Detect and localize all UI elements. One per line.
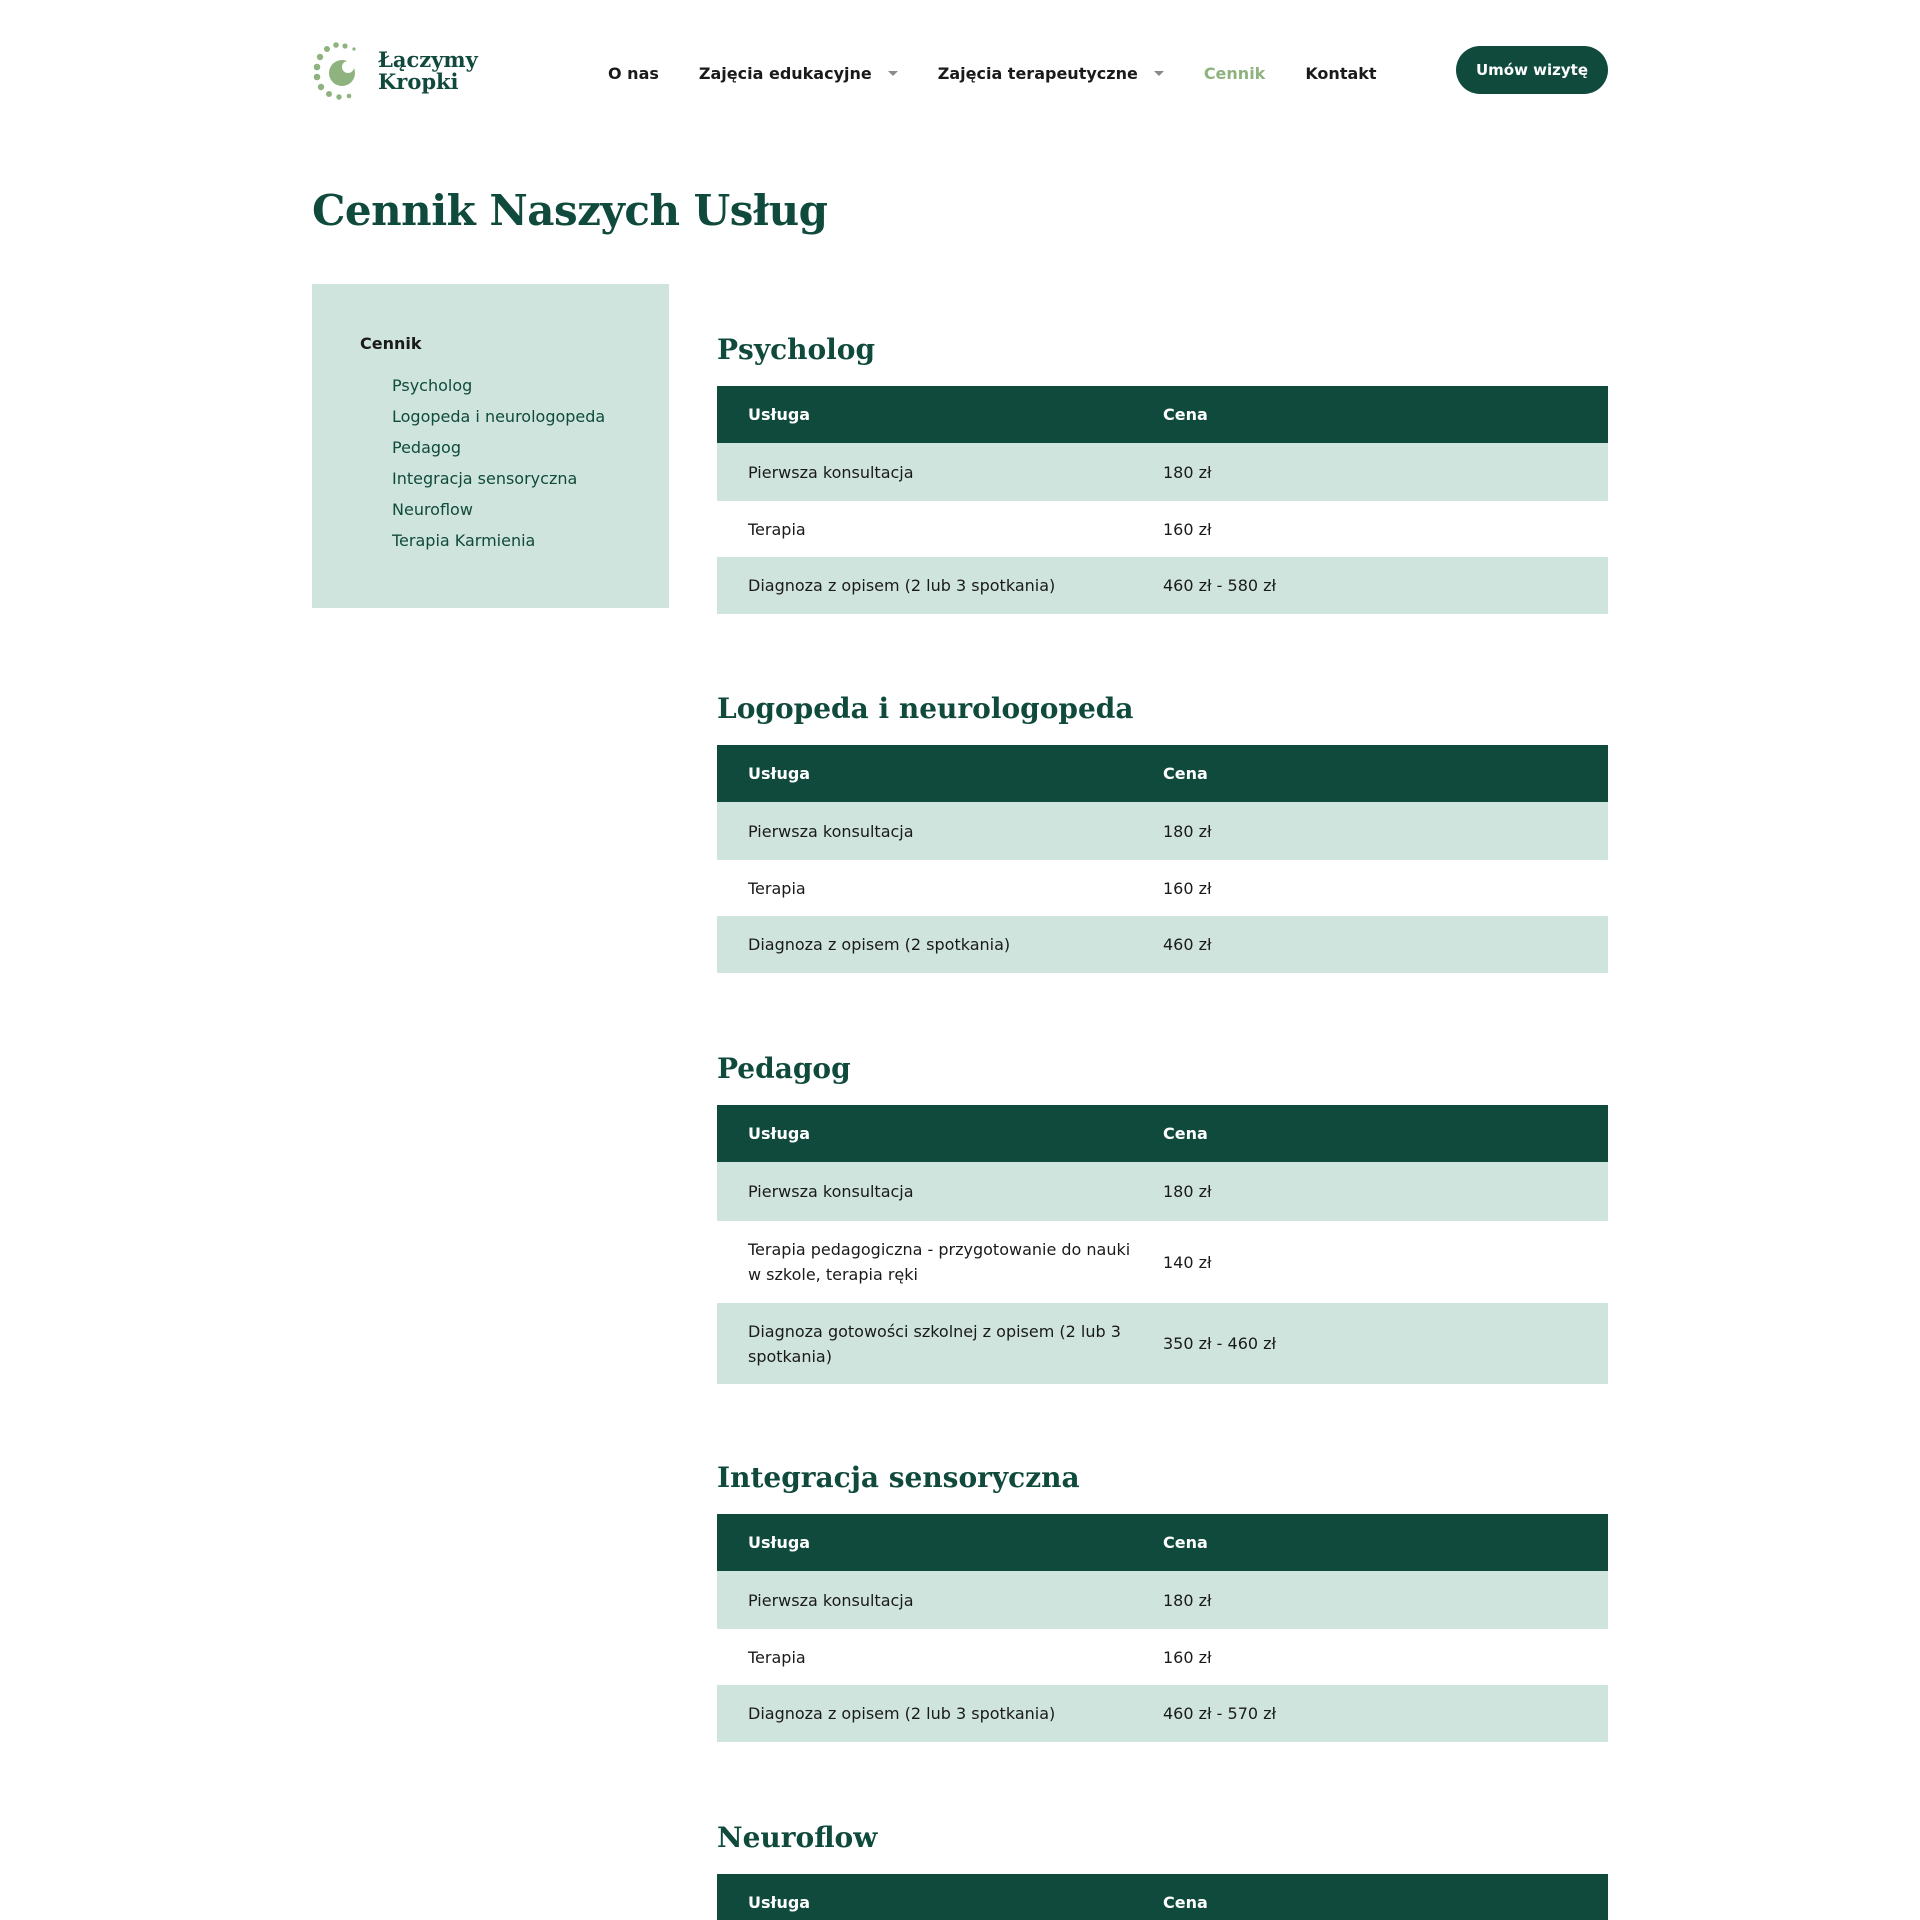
header-price: Cena <box>1163 1124 1208 1143</box>
sidebar-item-neuroflow[interactable]: Neuroflow <box>392 500 473 519</box>
table-row <box>717 1571 1608 1629</box>
nav-label: O nas <box>608 63 659 83</box>
sidebar-price-index <box>312 284 669 608</box>
service-cell: Terapia <box>748 1647 806 1667</box>
table-row <box>717 1303 1608 1384</box>
price-cell: 350 zł - 460 zł <box>1163 1334 1277 1353</box>
sidebar-item-pedagog[interactable]: Pedagog <box>392 438 461 457</box>
logo-line-1: Łączymy <box>378 47 478 72</box>
header-price: Cena <box>1163 764 1208 783</box>
table-row <box>717 802 1608 860</box>
table-header <box>717 1105 1608 1162</box>
logo-line-2: Kropki <box>378 69 459 94</box>
sidebar-item-psycholog[interactable]: Psycholog <box>392 376 473 395</box>
price-table <box>717 1514 1608 1742</box>
table-row <box>717 916 1608 973</box>
section-title: Integracja sensoryczna <box>717 1461 1080 1494</box>
nav-label: Zajęcia edukacyjne <box>698 63 872 83</box>
section-neuroflow <box>717 1818 1608 1912</box>
section-logopeda <box>717 689 1608 954</box>
price-cell: 180 zł <box>1163 821 1212 841</box>
table-row <box>717 1629 1608 1685</box>
service-cell: Pierwsza konsultacja <box>748 1590 914 1610</box>
service-cell: Terapia <box>748 878 806 898</box>
table-row <box>717 860 1608 916</box>
page-title: Cennik Naszych Usług <box>312 186 828 235</box>
header-price: Cena <box>1163 1893 1208 1912</box>
nav-item-cennik[interactable] <box>1204 64 1266 83</box>
header-price: Cena <box>1163 405 1208 424</box>
table-header <box>717 1514 1608 1571</box>
section-pedagog <box>717 1049 1608 1366</box>
price-table <box>717 745 1608 973</box>
section-title: Logopeda i neurologopeda <box>717 692 1134 725</box>
logo-dots-icon <box>312 40 368 102</box>
table-row <box>717 1162 1608 1221</box>
sidebar-item-terapia-karmienia[interactable]: Terapia Karmienia <box>392 531 536 550</box>
price-cell: 160 zł <box>1163 519 1212 539</box>
price-cell: 460 zł - 580 zł <box>1163 576 1277 595</box>
price-table <box>717 1874 1608 1920</box>
sidebar-item-integracja-sensoryczna[interactable]: Integracja sensoryczna <box>392 469 578 488</box>
site-header <box>312 38 1608 104</box>
header-service: Usługa <box>748 764 811 783</box>
price-cell: 460 zł <box>1163 935 1212 954</box>
service-cell: Terapia <box>748 519 806 539</box>
price-cell: 460 zł - 570 zł <box>1163 1704 1277 1723</box>
service-cell: Pierwsza konsultacja <box>748 462 914 482</box>
table-header <box>717 386 1608 443</box>
nav-label: Cennik <box>1203 63 1266 83</box>
service-cell: Terapia pedagogiczna - przygotowanie do nauki w szkole, terapia ręki <box>748 1240 1131 1284</box>
section-integracja-sensoryczna <box>717 1458 1608 1723</box>
section-psycholog <box>717 330 1608 595</box>
sidebar-item-logopeda[interactable]: Logopeda i neurologopeda <box>392 407 606 426</box>
service-cell: Diagnoza z opisem (2 spotkania) <box>748 935 1011 954</box>
table-row <box>717 1221 1608 1303</box>
price-cell: 140 zł <box>1163 1252 1212 1272</box>
table-header <box>717 1874 1608 1920</box>
header-service: Usługa <box>748 1124 811 1143</box>
section-title: Pedagog <box>717 1052 851 1085</box>
price-cell: 160 zł <box>1163 1647 1212 1667</box>
table-row <box>717 501 1608 557</box>
table-header <box>717 745 1608 802</box>
header-service: Usługa <box>748 1533 811 1552</box>
header-service: Usługa <box>748 405 811 424</box>
service-cell: Pierwsza konsultacja <box>748 821 914 841</box>
price-table <box>717 1105 1608 1384</box>
nav-item-kontakt[interactable] <box>1305 64 1376 83</box>
price-cell: 160 zł <box>1163 878 1212 898</box>
book-visit-button[interactable]: Umów wizytę <box>1456 46 1608 94</box>
nav-item-zajecia-edukacyjne[interactable] <box>699 64 898 83</box>
nav-item-zajecia-terapeutyczne[interactable] <box>938 64 1164 83</box>
sidebar-list <box>360 375 669 561</box>
nav-label: Zajęcia terapeutyczne <box>937 63 1138 83</box>
price-cell: 180 zł <box>1163 462 1212 482</box>
logo-wordmark <box>378 49 478 93</box>
chevron-down-icon <box>1154 71 1164 76</box>
main-nav <box>608 58 1417 88</box>
table-row <box>717 443 1608 501</box>
nav-item-o-nas[interactable] <box>608 64 659 83</box>
chevron-down-icon <box>888 71 898 76</box>
logo[interactable] <box>312 38 492 104</box>
price-cell: 180 zł <box>1163 1182 1212 1201</box>
service-cell: Diagnoza z opisem (2 lub 3 spotkania) <box>748 576 1056 595</box>
header-service: Usługa <box>748 1893 811 1912</box>
price-table <box>717 386 1608 614</box>
header-price: Cena <box>1163 1533 1208 1552</box>
section-title: Psycholog <box>717 333 876 366</box>
section-title: Neuroflow <box>717 1821 878 1854</box>
sidebar-title: Cennik <box>360 334 422 353</box>
service-cell: Pierwsza konsultacja <box>748 1182 914 1201</box>
service-cell: Diagnoza gotowości szkolnej z opisem (2 lub 3 spotkania) <box>748 1321 1121 1366</box>
table-row <box>717 557 1608 614</box>
price-cell: 180 zł <box>1163 1590 1212 1610</box>
table-row <box>717 1685 1608 1742</box>
nav-label: Kontakt <box>1305 63 1377 83</box>
service-cell: Diagnoza z opisem (2 lub 3 spotkania) <box>748 1704 1056 1723</box>
